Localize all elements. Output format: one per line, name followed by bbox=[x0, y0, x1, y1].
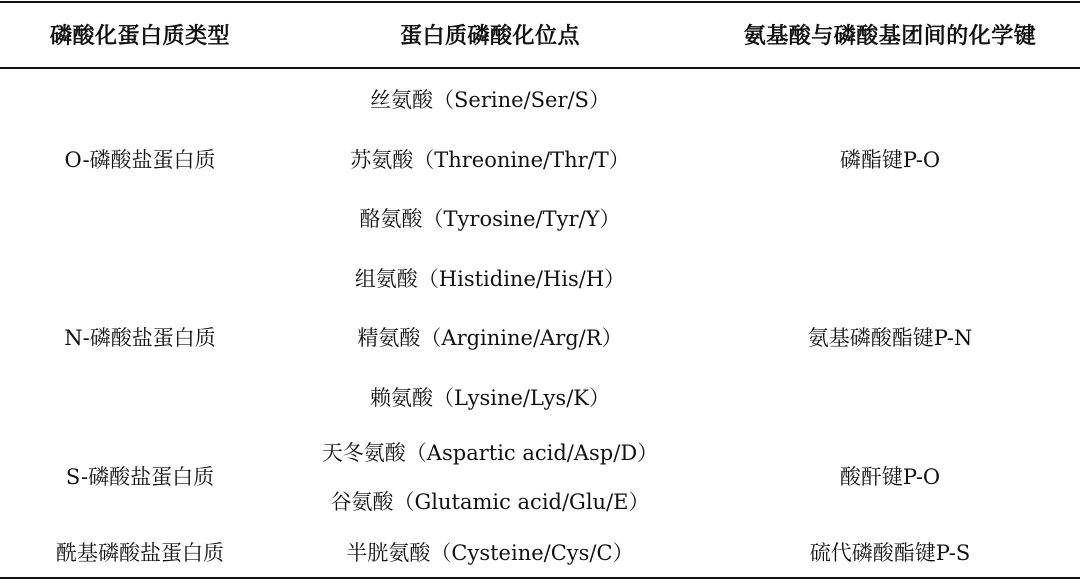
site-arginine: 精氨酸（Arginine/Arg/R） bbox=[357, 326, 623, 350]
group-acyl-bond: 硫代磷酸酯键P-S bbox=[809, 541, 971, 565]
group-s-type: S-磷酸盐蛋白质 bbox=[65, 465, 215, 489]
group-n-type: N-磷酸盐蛋白质 bbox=[64, 326, 216, 350]
site-cysteine: 半胱氨酸（Cysteine/Cys/C） bbox=[346, 541, 634, 565]
site-tyrosine: 酪氨酸（Tyrosine/Tyr/Y） bbox=[359, 207, 621, 231]
site-lysine: 赖氨酸（Lysine/Lys/K） bbox=[370, 386, 610, 410]
group-n-bond: 氨基磷酸酯键P-N bbox=[807, 326, 973, 350]
group-o-bond: 磷酯键P-O bbox=[839, 148, 941, 172]
table-header-rule bbox=[0, 67, 1080, 69]
site-threonine: 苏氨酸（Threonine/Thr/T） bbox=[350, 148, 630, 172]
header-chemical-bond: 氨基酸与磷酸基团间的化学键 bbox=[743, 23, 1037, 49]
group-o-type: O-磷酸盐蛋白质 bbox=[64, 148, 216, 172]
table-bottom-rule bbox=[0, 577, 1080, 579]
group-acyl-type: 酰基磷酸盐蛋白质 bbox=[56, 541, 224, 565]
site-aspartic-acid: 天冬氨酸（Aspartic acid/Asp/D） bbox=[321, 441, 659, 465]
site-glutamic-acid: 谷氨酸（Glutamic acid/Glu/E） bbox=[330, 490, 650, 514]
site-histidine: 组氨酸（Histidine/His/H） bbox=[354, 267, 626, 291]
site-serine: 丝氨酸（Serine/Ser/S） bbox=[370, 88, 610, 112]
header-protein-type: 磷酸化蛋白质类型 bbox=[49, 23, 230, 49]
header-phosphorylation-site: 蛋白质磷酸化位点 bbox=[399, 23, 580, 49]
group-s-bond: 酸酐键P-O bbox=[839, 465, 941, 489]
